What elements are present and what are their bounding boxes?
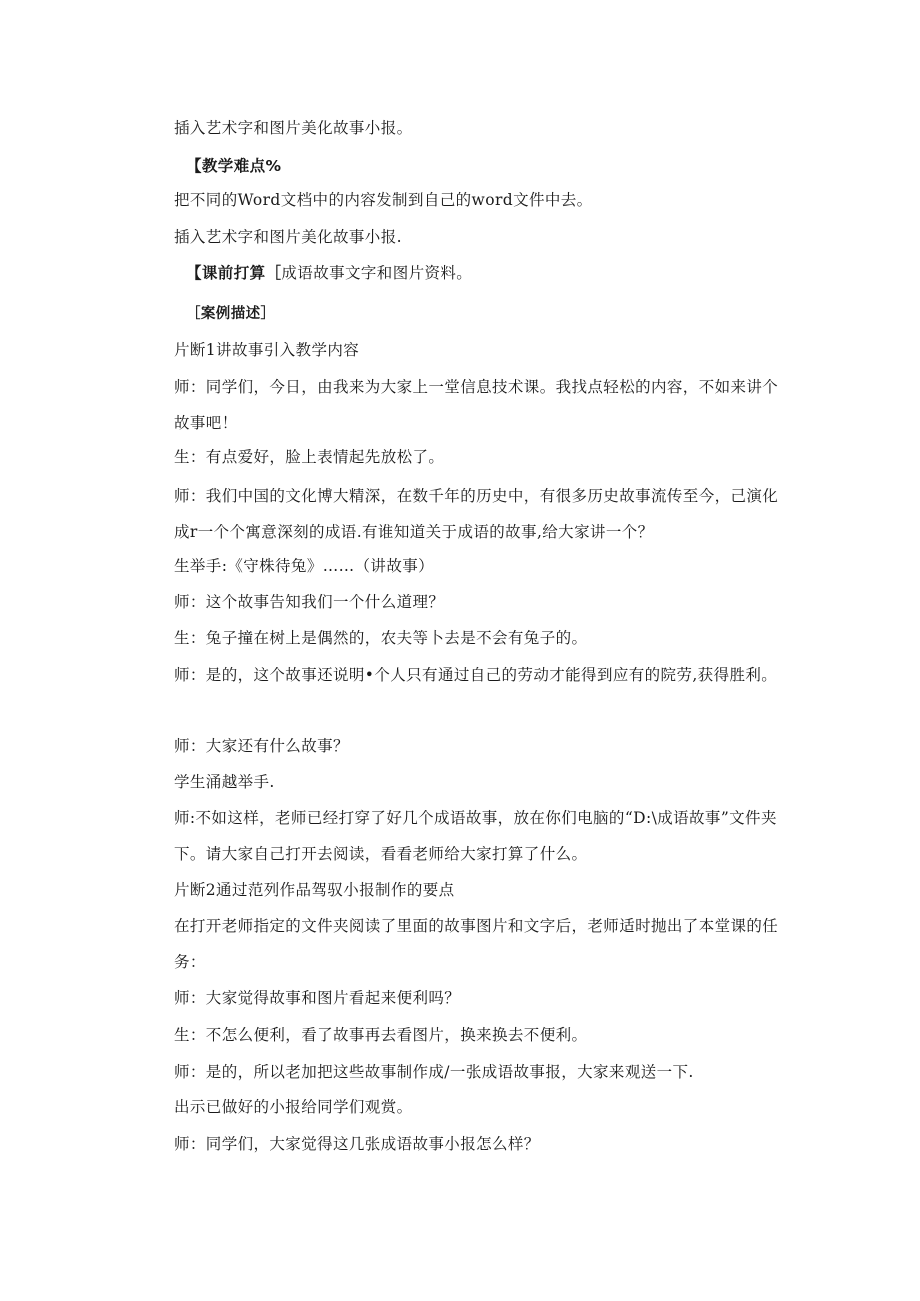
paragraph-teacher: 师：这个故事告知我们一个什么道理？ <box>174 593 445 611</box>
paragraph-teacher <box>174 478 785 550</box>
paragraph-narration: 学生涌越举手. <box>174 773 275 791</box>
paragraph-line: 插入艺术字和图片美化故事小报。 <box>174 119 413 137</box>
paragraph-text: 在打开老师指定的文件夹阅读了里面的故事图片和文字后，老师适时抛出了本堂课的任务： <box>174 917 779 971</box>
paragraph-teacher <box>174 800 785 872</box>
paragraph-narration: 出示已做好的小报给同学们观赏。 <box>174 1098 413 1116</box>
subheading-segment-2: 片断2通过范列作品驾驭小报制作的要点 <box>174 881 455 899</box>
section-heading-pre-class-prep <box>186 263 472 283</box>
paragraph-text: 师：同学们，今日，由我来为大家上一堂信息技术课。我找点轻松的内容，不如来讲个故事吧！ <box>174 378 779 432</box>
paragraph-text: 师：是的，这个故事还说明•个人只有通过自己的劳动才能得到应有的院劳,获得胜利。 <box>174 666 778 684</box>
paragraph-student: 生：有点爱好，脸上表情起先放松了。 <box>174 448 445 466</box>
paragraph-student: 生举手:《守株待兔》……（讲故事） <box>174 557 435 575</box>
section-heading-teaching-difficulty: 【教学难点% <box>186 157 282 175</box>
section-heading-text: 成语故事文字和图片资料。 <box>281 264 473 282</box>
paragraph-text: 师：我们中国的文化博大精深，在数千年的历史中，有很多历史故事流传至今，己演化成r一个个寓意深刻的成语.有谁知道关于成语的故事,给大家讲一个？ <box>174 487 779 541</box>
paragraph-teacher <box>174 369 785 441</box>
section-heading-case-description: ［案例描述］ <box>186 306 276 322</box>
paragraph-teacher <box>174 657 785 693</box>
paragraph-text: 师:不如这样，老师已经打穿了好几个成语故事，放在你们电脑的“D:\成语故事”文件夹下。请大家自己打开去阅读，看看老师给大家打算了什么。 <box>174 809 777 863</box>
paragraph-student: 生：兔子撞在树上是偶然的，农夫等卜去是不会有兔子的。 <box>174 629 588 647</box>
section-heading-label: 【课前打算［ <box>186 264 282 282</box>
subheading-segment-1: 片断1讲故事引入教学内容 <box>174 341 360 359</box>
paragraph-teacher: 师：大家还有什么故事？ <box>174 737 349 755</box>
paragraph-teacher: 师：是的，所以老加把这些故事制作成/一张成语故事报，大家来观送一下. <box>174 1063 694 1081</box>
paragraph-line: 插入艺术字和图片美化故事小报. <box>174 228 402 246</box>
paragraph-line: 把不同的Word文档中的内容发制到自己的word文件中去。 <box>174 191 593 209</box>
paragraph-teacher: 师：同学们，大家觉得这几张成语故事小报怎么样？ <box>174 1135 540 1153</box>
paragraph-narration <box>174 908 785 980</box>
paragraph-student: 生：不怎么便利，看了故事再去看图片，换来换去不便利。 <box>174 1026 588 1044</box>
paragraph-teacher: 师：大家觉得故事和图片看起来便利吗？ <box>174 989 461 1007</box>
